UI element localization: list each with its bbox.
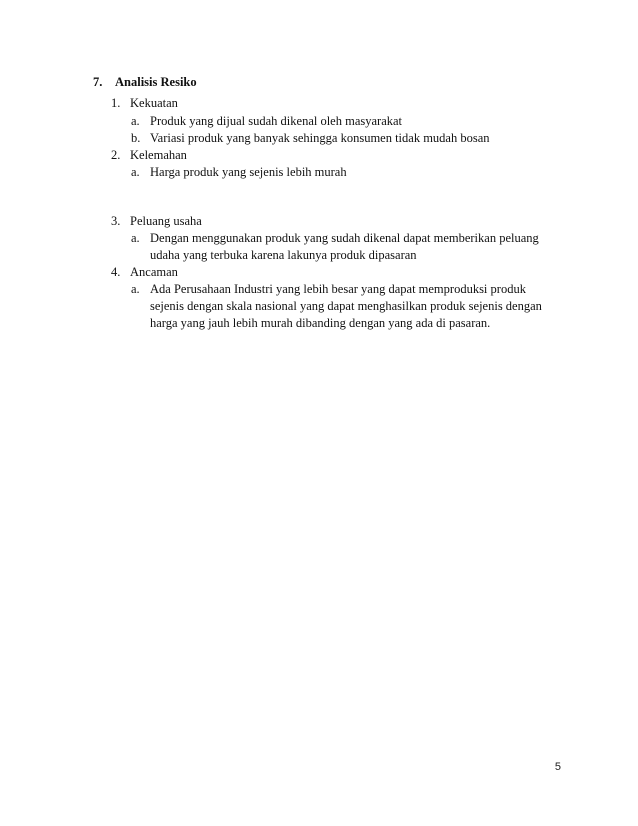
sub-item-text: udaha yang terbuka karena lakunya produk dipasaran <box>150 248 417 262</box>
list-marker: 2. <box>111 148 121 162</box>
sub-item-kelemahan-a <box>131 164 347 181</box>
sub-item-text: Variasi produk yang banyak sehingga konsumen tidak mudah bosan <box>150 131 490 145</box>
sub-item-kekuatan-a <box>131 113 402 130</box>
section-title: Analisis Resiko <box>115 75 197 89</box>
sub-item-text: harga yang jauh lebih murah dibanding dengan yang ada di pasaran. <box>150 316 491 330</box>
list-item-kekuatan <box>111 95 178 112</box>
sub-marker: a. <box>131 165 140 179</box>
sub-item-text: Produk yang dijual sudah dikenal oleh masyarakat <box>150 114 403 128</box>
list-item-ancaman <box>111 264 178 281</box>
list-item-peluang-usaha <box>111 213 202 230</box>
sub-marker: b. <box>131 131 141 145</box>
list-item-label: Kelemahan <box>130 148 187 162</box>
sub-item-peluang-a-line2 <box>131 247 417 264</box>
section-number: 7. <box>93 75 103 89</box>
list-item-label: Peluang usaha <box>130 214 202 228</box>
sub-item-text: Ada Perusahaan Industri yang lebih besar yang dapat memproduksi produk <box>150 282 526 296</box>
list-marker: 3. <box>111 214 121 228</box>
sub-item-ancaman-a-line2 <box>131 298 542 315</box>
page-number: 5 <box>554 761 561 773</box>
sub-item-text: sejenis dengan skala nasional yang dapat menghasilkan produk sejenis dengan <box>150 299 542 313</box>
section-heading <box>93 74 197 91</box>
sub-item-text: Harga produk yang sejenis lebih murah <box>150 165 347 179</box>
list-marker: 4. <box>111 265 121 279</box>
sub-item-ancaman-a-line1 <box>131 281 526 298</box>
sub-item-kekuatan-b <box>131 130 490 147</box>
sub-item-text: Dengan menggunakan produk yang sudah dikenal dapat memberikan peluang <box>150 231 539 245</box>
list-item-kelemahan <box>111 147 187 164</box>
list-marker: 1. <box>111 96 121 110</box>
sub-item-peluang-a-line1 <box>131 230 539 247</box>
sub-marker: a. <box>131 282 140 296</box>
sub-marker: a. <box>131 231 140 245</box>
sub-item-ancaman-a-line3 <box>131 315 490 332</box>
list-item-label: Ancaman <box>130 265 178 279</box>
list-item-label: Kekuatan <box>130 96 178 110</box>
sub-marker: a. <box>131 114 140 128</box>
